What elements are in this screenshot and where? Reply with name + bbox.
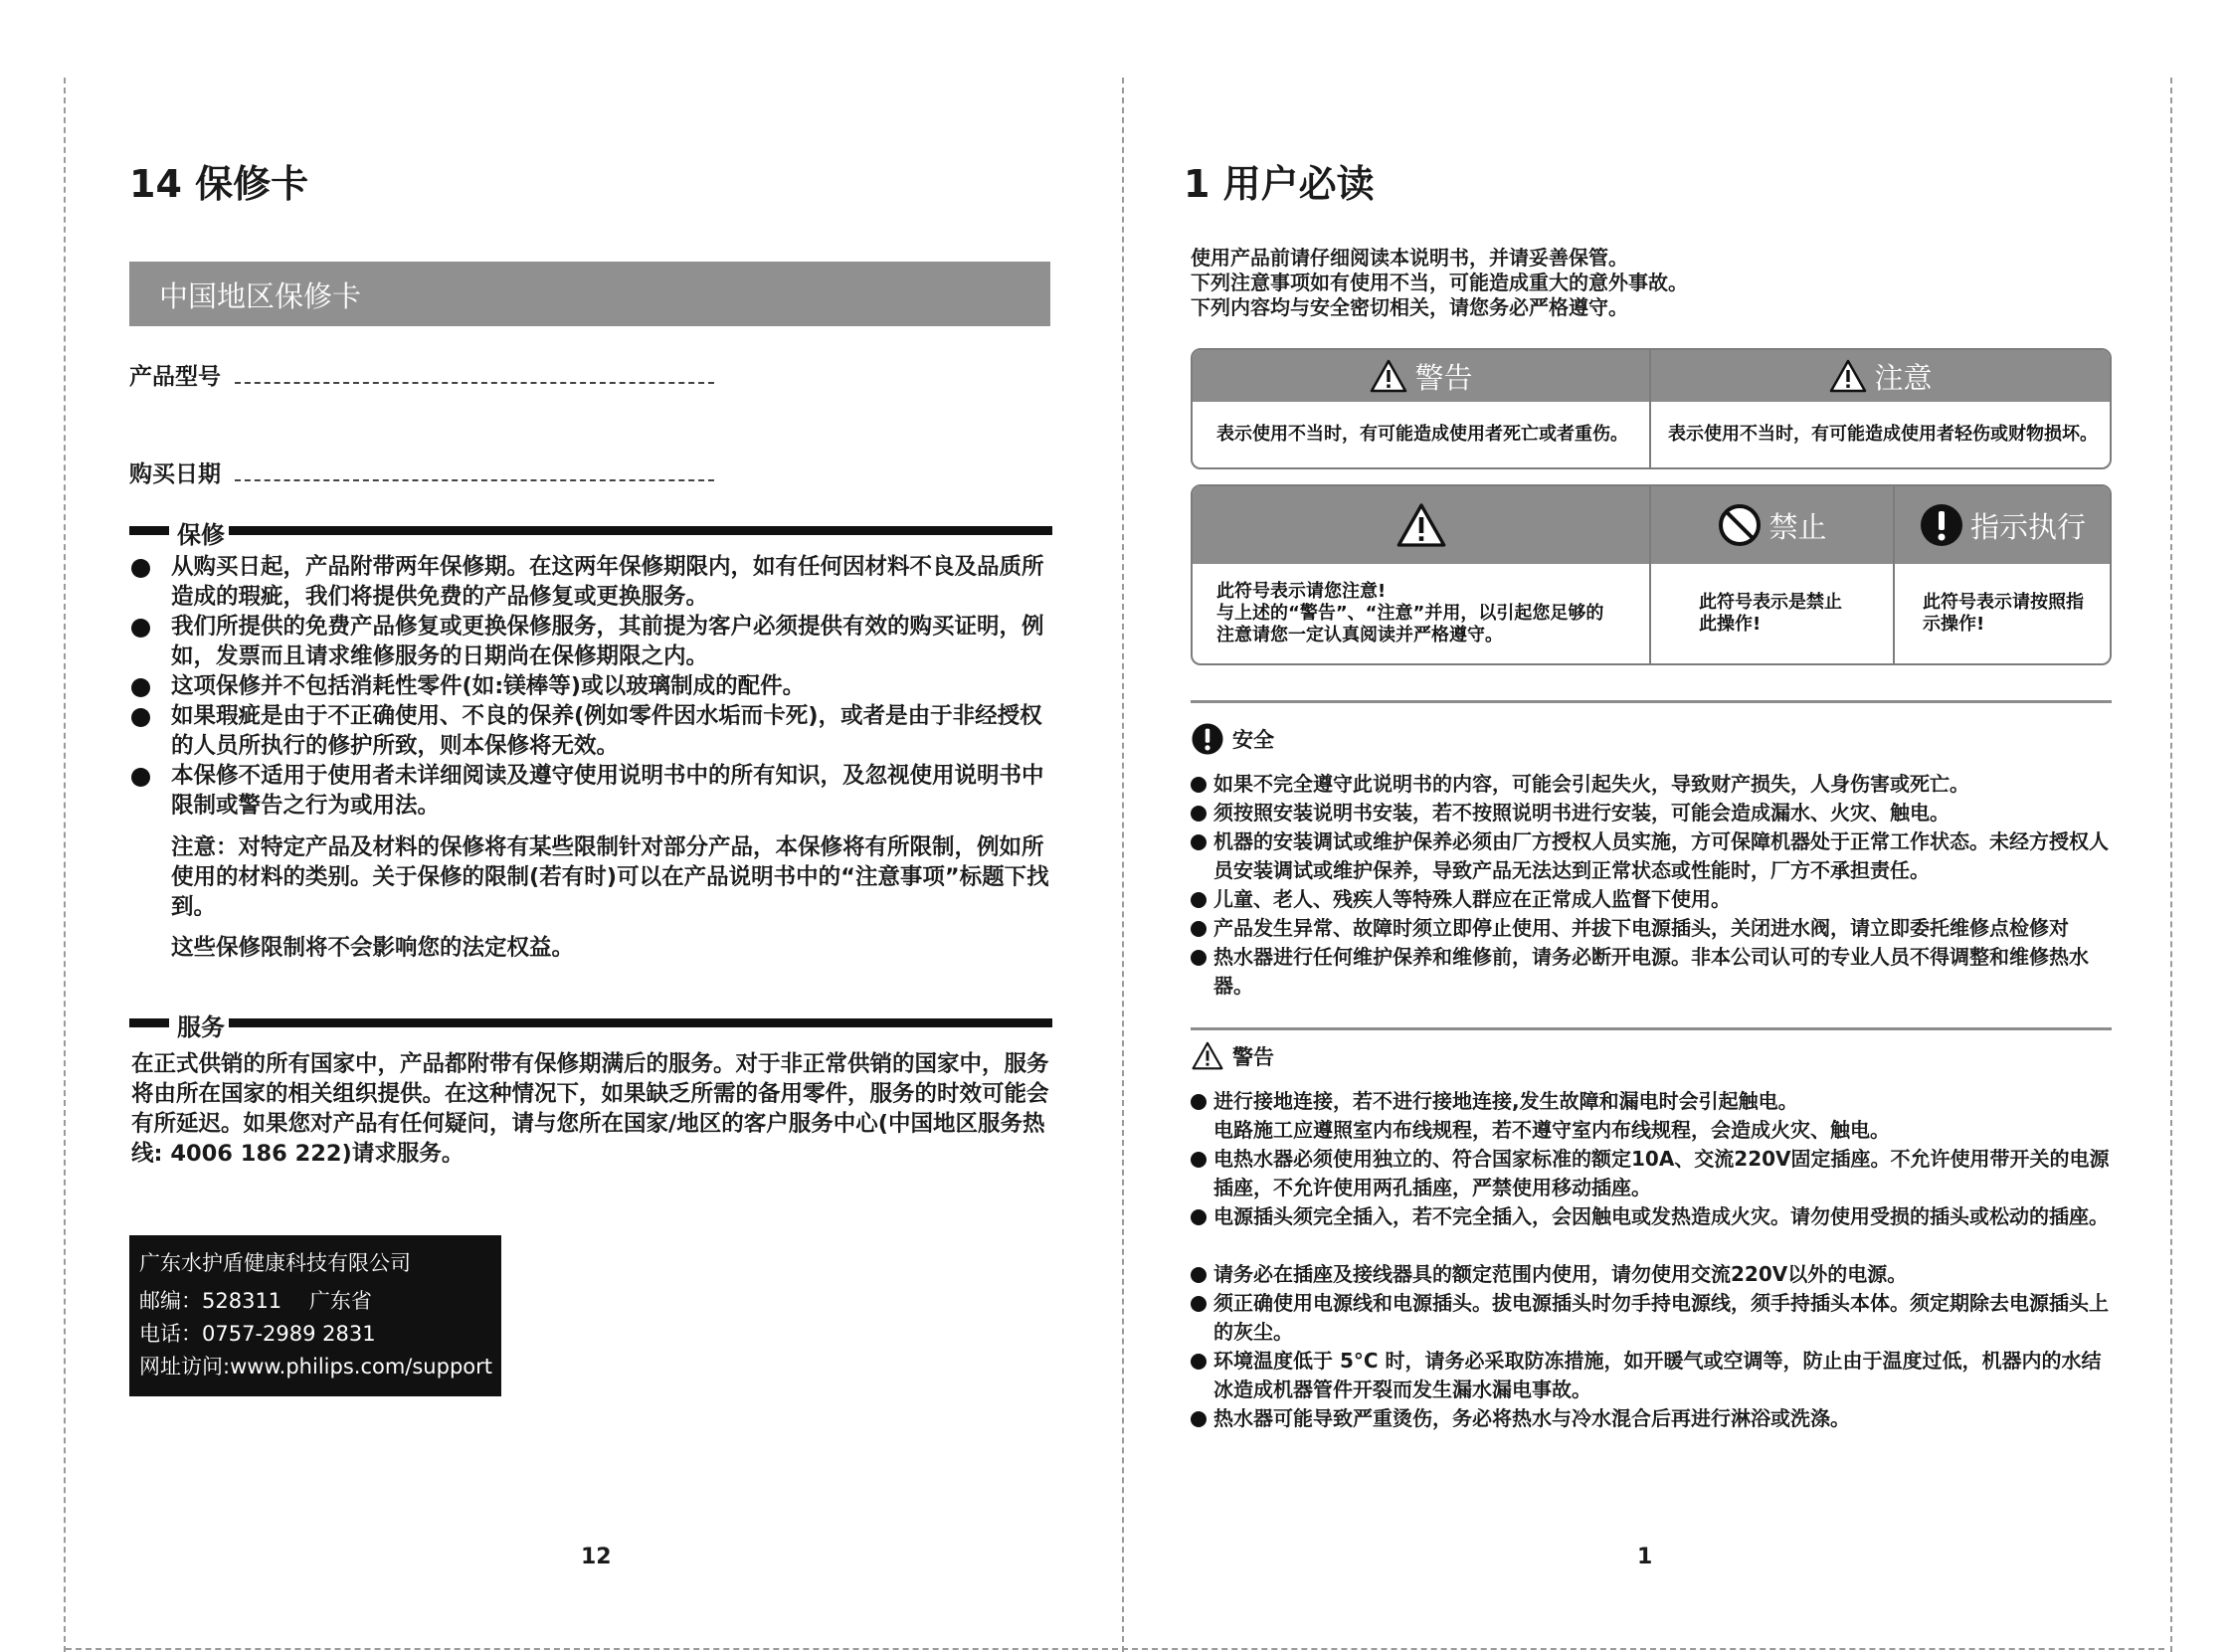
warranty-item: 我们所提供的免费产品修复或更换保修服务，其前提为客户必须提供有效的购买证明，例如，发票而且请求维修服务的日期尚在保修期限之内。: [171, 614, 1044, 669]
bullet: [1191, 1411, 1207, 1427]
warning-item: 请务必在插座及接线器具的额定范围内使用，请勿使用交流220V以外的电源。: [1213, 1262, 1908, 1286]
safety-item: 产品发生异常、故障时须立即停止使用、并拔下电源插头，关闭进水阀，请立即委托维修点检修对: [1213, 916, 2069, 940]
warranty-page-title: 14 保修卡: [129, 162, 309, 206]
warning-item: 热水器可能导致严重烫伤，务必将热水与冷水混合后再进行淋浴或洗涤。: [1213, 1406, 1850, 1430]
warranty-note: 注意：对特定产品及材料的保修将有某些限制针对部分产品，本保修将有所限制，例如所使用的材料的类别。关于保修的限制(若有时)可以在产品说明书中的“注意事项”标题下找到。: [171, 834, 1049, 920]
intro-line: 下列内容均与安全密切相关，请您务必严格遵守。: [1191, 295, 1628, 319]
warranty-heading-label: 保修: [173, 515, 229, 550]
date-blank-line: [235, 479, 714, 481]
warning-caution-table: [1191, 348, 2112, 469]
mandatory-desc-line: 此符号表示请按照指: [1923, 592, 2084, 613]
bullet: [1191, 806, 1207, 822]
intro-line: 下列注意事项如有使用不当，可能造成重大的意外事故。: [1191, 271, 1688, 294]
mandatory-action-icon: [1191, 722, 1224, 756]
bullet: [1191, 921, 1207, 937]
warning-item: 电热水器必须使用独立的、符合国家标准的额定10A、交流220V固定插座。不允许使用带开关的电源插座，不允许使用两孔插座，严禁使用移动插座。: [1213, 1147, 2110, 1199]
page-number-right: 1: [1637, 1545, 1653, 1569]
safety-item: 热水器进行任何维护保养和维修前，请务必断开电源。非本公司认可的专业人员不得调整和维修热水器。: [1213, 945, 2089, 998]
bullet: [1191, 1152, 1207, 1168]
section-divider: [1191, 1027, 2112, 1030]
symbol-meaning-table: [1191, 484, 2112, 665]
safety-heading: [1191, 722, 1274, 756]
attention-description: [1216, 581, 1603, 646]
company-name: 广东水护盾健康科技有限公司: [139, 1251, 411, 1275]
warning-item: 电源插头须完全插入，若不完全插入，会因触电或发热造成火灾。请勿使用受损的插头或松动的插座。: [1213, 1204, 2109, 1228]
china-warranty-banner: [129, 262, 1050, 326]
bullet: [1191, 1094, 1207, 1110]
model-label: 产品型号: [129, 364, 221, 390]
bullet: [1191, 892, 1207, 908]
bullet: [131, 678, 150, 697]
warning-heading-label: 警告: [1232, 1044, 1274, 1069]
bullet: [1191, 777, 1207, 793]
mandatory-desc-line: 示操作!: [1923, 614, 1985, 635]
caution-label: 注意: [1874, 360, 1933, 395]
left-border: [64, 78, 66, 1652]
company-phone: 电话：0757-2989 2831: [139, 1322, 376, 1346]
prohibit-description: [1699, 592, 1842, 636]
bullet: [1191, 1209, 1207, 1225]
intro-text: [1191, 246, 1688, 320]
caution-description: 表示使用不当时，有可能造成使用者轻伤或财物损坏。: [1668, 424, 2098, 445]
service-heading-label: 服务: [173, 1008, 229, 1042]
attention-desc-line: 与上述的“警告”、“注意”并用，以引起您足够的: [1216, 603, 1604, 624]
attention-desc-line: 注意请您一定认真阅读并严格遵守。: [1216, 625, 1503, 645]
warranty-item: 从购买日起，产品附带两年保修期。在这两年保修期限内，如有任何因材料不良及品质所造成的瑕疵，我们将提供免费的产品修复或更换服务。: [171, 554, 1044, 610]
model-field: [129, 358, 714, 391]
warning-item: 进行接地连接，若不进行接地连接,发生故障和漏电时会引起触电。: [1213, 1089, 1798, 1113]
warning-item-subline: 电路施工应遵照室内布线规程，若不遵守室内布线规程，会造成火灾、触电。: [1213, 1118, 1890, 1142]
bullet: [1191, 1296, 1207, 1312]
intro-line: 使用产品前请仔细阅读本说明书，并请妥善保管。: [1191, 246, 1628, 270]
prohibit-desc-line: 此符号表示是禁止: [1699, 592, 1842, 613]
safety-item: 如果不完全遵守此说明书的内容，可能会引起失火，导致财产损失，人身伤害或死亡。: [1213, 772, 1969, 796]
warning-item: 环境温度低于 5°C 时，请务必采取防冻措施，如开暖气或空调等，防止由于温度过低，机器内的水结冰造成机器管件开裂而发生漏水漏电事故。: [1213, 1349, 2102, 1401]
attention-triangle-icon: [1394, 501, 1448, 549]
attention-desc-line: 此符号表示请您注意!: [1216, 581, 1387, 602]
bullet: [131, 619, 150, 638]
model-blank-line: [235, 382, 714, 384]
bullet: [1191, 1267, 1207, 1283]
company-website: 网址访问:www.philips.com/support: [139, 1355, 492, 1378]
warranty-item: 如果瑕疵是由于不正确使用、不良的保养(例如零件因水垢而卡死)，或者是由于非经授权的人员所执行的修护所致，则本保修将无效。: [171, 703, 1042, 759]
service-text: 在正式供销的所有国家中，产品都附带有保修期满后的服务。对于非正常供销的国家中，服务将由所在国家的相关组织提供。在这种情况下，如果缺乏所需的备用零件，服务的时效可能会有所延迟。如果您对产品有任何疑问，请与您所在国家/地区的客户服务中心(中国地区服务热线: 4006 186 222)请求服务。: [131, 1051, 1049, 1167]
company-postcode: 邮编：528311 广东省: [139, 1289, 372, 1313]
service-section-heading: [129, 1008, 1052, 1041]
prohibit-label: 禁止: [1768, 509, 1827, 544]
mandatory-label: 指示执行: [1969, 509, 2086, 544]
date-label: 购买日期: [129, 461, 221, 487]
prohibit-icon: [1717, 502, 1763, 548]
date-field: [129, 456, 714, 488]
section-divider: [1191, 700, 2112, 703]
warranty-item: 本保修不适用于使用者未详细阅读及遵守使用说明书中的所有知识，及忽视使用说明书中限制或警告之行为或用法。: [171, 763, 1044, 819]
mandatory-description: [1923, 592, 2084, 636]
bullet: [131, 768, 150, 787]
prohibit-desc-line: 此操作!: [1699, 614, 1762, 635]
safety-item: 机器的安装调试或维护保养必须由厂方授权人员实施，方可保障机器处于正常工作状态。未经方授权人员安装调试或维护保养，导致产品无法达到正常状态或性能时，厂方不承担责任。: [1213, 829, 2109, 882]
bottom-border: [66, 1648, 2164, 1650]
bullet: [1191, 950, 1207, 966]
warranty-item: 这项保修并不包括消耗性零件(如:镁棒等)或以玻璃制成的配件。: [171, 673, 806, 699]
safety-item: 须按照安装说明书安装，若不按照说明书进行安装，可能会造成漏水、火灾、触电。: [1213, 801, 1950, 825]
bullet: [1191, 834, 1207, 850]
user-notice-page-title: 1 用户必读: [1184, 162, 1375, 206]
center-fold: [1122, 78, 1124, 1652]
legal-rights-note: 这些保修限制将不会影响您的法定权益。: [171, 935, 575, 961]
warning-label: 警告: [1414, 360, 1473, 395]
warning-triangle-icon: [1369, 358, 1408, 394]
safety-item: 儿童、老人、残疾人等特殊人群应在正常成人监督下使用。: [1213, 887, 1731, 911]
mandatory-action-icon: [1919, 502, 1964, 548]
banner-label: 中国地区保修卡: [159, 279, 362, 313]
caution-triangle-icon: [1828, 358, 1868, 394]
page-number-left: 12: [581, 1545, 612, 1569]
warning-item: 须正确使用电源线和电源插头。拔电源插头时勿手持电源线，须手持插头本体。须定期除去电源插头上的灰尘。: [1213, 1291, 2109, 1344]
warranty-section-heading: [129, 515, 1052, 549]
right-border: [2170, 78, 2172, 1652]
company-info-box: [129, 1235, 501, 1396]
bullet: [1191, 1354, 1207, 1370]
warning-triangle-icon: [1191, 1040, 1224, 1071]
warning-description: 表示使用不当时，有可能造成使用者死亡或者重伤。: [1216, 424, 1628, 445]
warning-heading: [1191, 1040, 1274, 1071]
bullet: [131, 559, 150, 578]
safety-heading-label: 安全: [1232, 728, 1274, 752]
bullet: [131, 708, 150, 727]
